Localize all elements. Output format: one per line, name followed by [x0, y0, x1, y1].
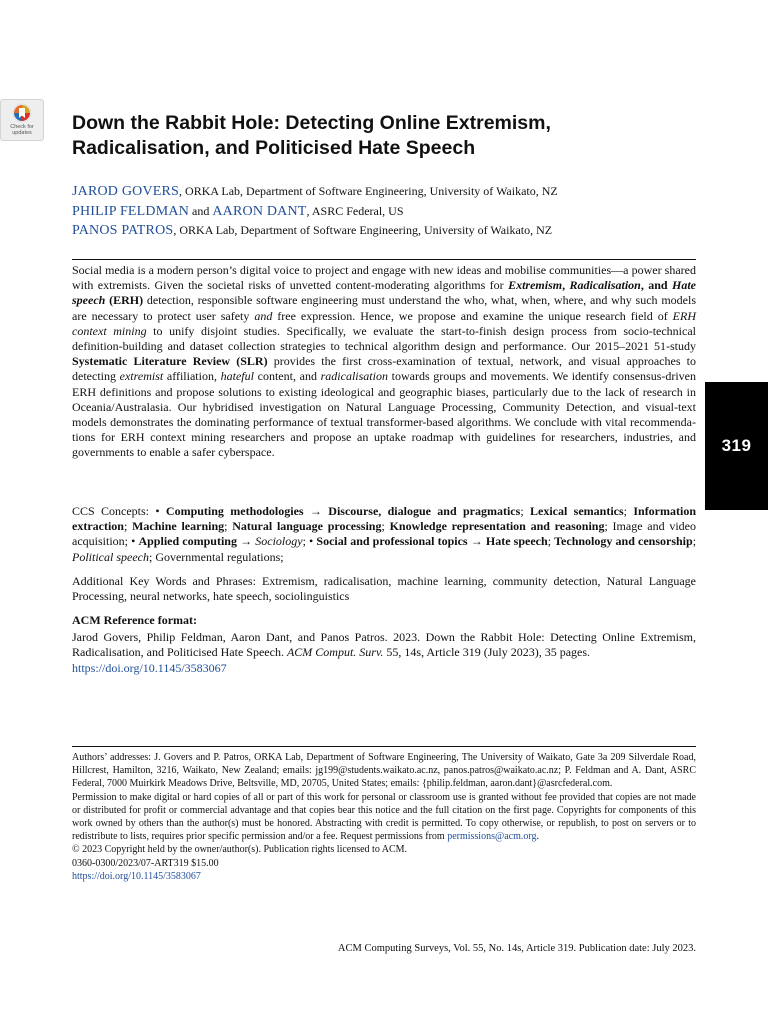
additional-keywords: Additional Key Words and Phrases: Extremism, radicalisation, machine learning, community detection, Natural Language Processing, neural networks, hate speech, sociolinguistics: [72, 574, 696, 604]
footnote-block: [72, 751, 696, 883]
running-footer: ACM Computing Surveys, Vol. 55, No. 14s, Article 319. Publication date: July 2023.: [337, 943, 696, 954]
author-conjunction: and: [189, 203, 213, 218]
author-name-patros[interactable]: PANOS PATROS: [72, 223, 174, 238]
reference-doi-link[interactable]: https://doi.org/10.1145/3583067: [72, 660, 227, 675]
paper-title: [72, 111, 632, 161]
author-name-dant[interactable]: AARON DANT: [212, 203, 307, 219]
author-name-feldman[interactable]: PHILIP FELDMAN: [72, 203, 190, 219]
title-line-1: Down the Rabbit Hole: Detecting Online Extremism,: [72, 112, 551, 134]
author-affiliation: , ORKA Lab, Department of Software Engineering, University of Waikato, NZ: [179, 184, 558, 198]
ccs-concepts: CCS Concepts: • Computing methodologies → Discourse, dialogue and pragmatics; Lexical semantics; Information extraction; Machine learning; Natural language processing; Knowledge representation and reasoning; Image and video acquisition; • Applied computing → Sociology; • Social and professional topics → Hate speech; Technology and censorship; Political speech; Governmental regulations;: [72, 504, 697, 564]
author-affiliation: , ORKA Lab, Department of Software Engineering, University of Waikato, NZ: [173, 223, 553, 237]
abstract-top-rule: [72, 259, 696, 260]
author-affiliation: , ASRC Federal, US: [306, 203, 404, 218]
check-for-updates-label: Check for updates: [10, 124, 34, 136]
issn-price: 0360-0300/2023/07-ART319 $15.00: [72, 857, 219, 869]
reference-text: Jarod Govers, Philip Feldman, Aaron Dant, and Panos Patros. 2023. Down the Rabbit Hole: Detecting Online Extremism, Radicalisation, and Politicised Hate Speech. ACM Comput. Surv. 55, 14s, Article 319 (July 2023), 35 pages.: [72, 630, 696, 660]
check-for-updates-badge[interactable]: [0, 99, 44, 141]
author-addresses: Authors’ addresses: J. Govers and P. Patros, ORKA Lab, Department of Software Engineering, The University of Waikato, Gate 3a 209 Silverdale Road, Hillcrest, Hamilton, 3216, Waikato, New Zealand; emails: jg199@students.waikato.ac.nz, panos.patros@waikato.ac.nz; P. Feldman and A. Dant, ASRC Federal, 7000 Muirkirk Meadows Drive, Beltsville, MD, 20705, United States; emails: {philip.feldman, aaron.dant}@asrcfederal.com.: [72, 752, 696, 790]
title-line-2: Radicalisation, and Politicised Hate Speech: [72, 137, 476, 159]
footnote-rule: [72, 746, 696, 747]
author-name-govers[interactable]: JAROD GOVERS: [72, 184, 180, 199]
copyright-notice: © 2023 Copyright held by the owner/author(s). Publication rights licensed to ACM.: [72, 844, 408, 856]
permission-notice: Permission to make digital or hard copies of all or part of this work for personal or classroom use is granted without fee provided that copies are not made or distributed for profit or commercial advantage and that copies bear this notice and the full citation on the first page. Copyrights for components of this work owned by others than the author(s) must be honored. Abstracting with credit is permitted. To copy otherwise, or republish, to post on servers or to redistribute to lists, requires prior specific permission and/or a fee. Request permissions from permissions@acm.org.: [72, 791, 696, 843]
article-number-tab: 319: [705, 382, 768, 510]
reference-heading: ACM Reference format:: [72, 613, 198, 627]
acm-reference: [72, 613, 696, 676]
permissions-email-link[interactable]: permissions@acm.org: [447, 831, 537, 843]
footnote-doi-link[interactable]: https://doi.org/10.1145/3583067: [72, 870, 201, 882]
check-for-updates-icon: [12, 103, 32, 123]
author-block: [72, 182, 696, 241]
author-line-3: [72, 221, 696, 241]
abstract: Social media is a modern person’s digital voice to project and engage with new ideas and mobilise communities—a power shared with extremists. Given the societal risks of unvetted content-moderating algorithms for Extremism, Radicalisation, and Hate speech (ERH) detection, responsible software engineering must understand the who, what, when, where, and why such models are necessary to protect user safety and free expression. Hence, we propose and examine the unique research field of ERH context mining to unify disjoint studies. Specifically, we evaluate the start-to-finish design process from socio-technical definition-building and dataset collection strategies to technical algorithm design and performance. Our 2015–2021 51-study Systematic Literature Review (SLR) provides the first cross-examination of textual, network, and visual approaches to detecting extremist affiliation, hateful content, and radicalisation towards groups and movements. We identify consensus-driven ERH definitions and propose solutions to existing ideological and geographic biases, particularly due to the lack of research in Oceania/Australasia. Our hybridised investigation on Natural Language Processing, Community Detection, and visual-text models demonstrates the dominating performance of textual transformer-based algorithms. We conclude with vital recommendations for ERH context mining researchers and propose an uptake roadmap with guidelines for researchers, industries, and governments to enable a safer cyberspace.: [72, 263, 697, 460]
author-line-2: [72, 202, 696, 222]
author-line-1: [72, 182, 696, 202]
